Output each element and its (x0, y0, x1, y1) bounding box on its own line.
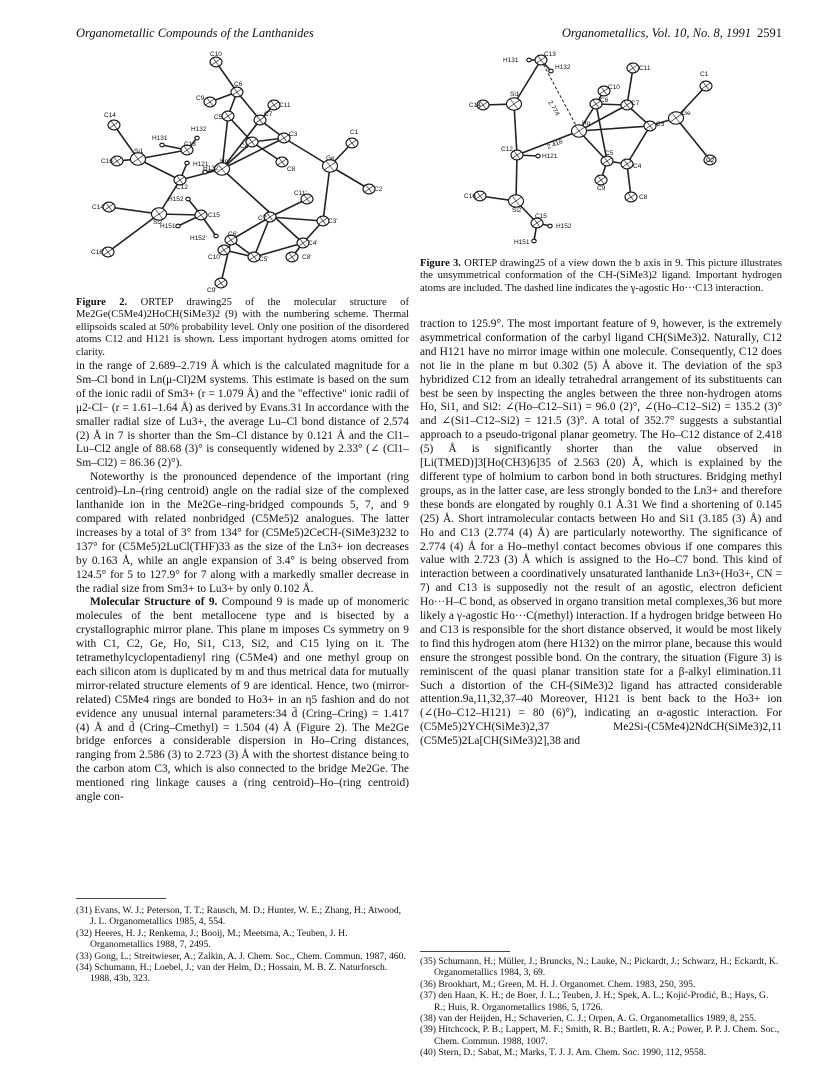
atom-label: Si1 (510, 91, 520, 98)
figure-2-ortep-drawing (70, 50, 410, 295)
atom-ellipsoid (548, 224, 552, 228)
bond-line (516, 155, 517, 201)
atom-label: C8' (302, 254, 312, 261)
left-column-body (76, 360, 409, 805)
section-title: Molecular Structure of 9. (90, 596, 218, 609)
atom-label: H151 (514, 239, 530, 246)
atom-label: C1 (350, 129, 359, 136)
footnote-rule-right (420, 951, 510, 952)
atom-label: C10' (208, 254, 222, 261)
bond-line (323, 166, 330, 221)
atom-label: C10 (608, 84, 620, 91)
atom-label: C5 (605, 150, 614, 157)
atom-label: C3' (328, 218, 338, 225)
reference-item: (40) Stern, D.; Sabat, M.; Marks, T. J. J. Am. Chem. Soc. 1990, 112, 9558. (420, 1047, 707, 1059)
bond-line (108, 214, 159, 252)
atom-label: Ho (582, 120, 591, 127)
atom-ellipsoid (214, 234, 218, 238)
atom-ellipsoid (195, 136, 199, 140)
atom-label: Si2 (153, 219, 163, 226)
atom-label: C8 (639, 194, 648, 201)
atom-label: C6 (234, 81, 243, 88)
reference-item: (38) van der Heijden, H.; Schaverien, C. J.; Orpen, A. G. Organometallics 1989, 8, 255. (420, 1013, 757, 1025)
atom-label: C13 (544, 51, 556, 58)
atom-label: H131 (152, 135, 168, 142)
atom-label: C14 (104, 112, 116, 119)
atom-label: C12 (501, 146, 513, 153)
atom-label: Si1 (134, 148, 144, 155)
right-column-body (420, 318, 782, 749)
paragraph: in the range of 2.689–2.719 Å which is the calculated magnitude for a Sm–Cl bond in Ln(μ-Cl)2M systems. This estimate is based on the sum of the ionic radii of Sm3+ (r = 1.079 Å) and the "effective" ionic radii of μ2-Cl− (r = 1.61–1.64 Å) as derived by Evans.31 In accordance with the smaller radial size of Lu3+, the average Lu–Cl bond distance of 2.574 (2) Å in 7 is shorter than the Sm–Cl distance by 0.121 Å and the Cl1–Lu–Cl2 angle of 88.68 (3)° is consequently widened by 2.33° (∠ (Cl1–Sm–Cl2) = 86.36 (2)°). (76, 360, 409, 470)
atom-ellipsoid (536, 154, 540, 158)
atom-label: C14' (92, 204, 106, 211)
atom-label: Ge (326, 155, 335, 162)
atom-label: Ho (220, 158, 229, 165)
atom-ellipsoid (185, 161, 189, 165)
paragraph-text: Compound 9 is made up of monomeric molecules of the bent metallocene type and is bisected by a crystallographic mirror plane. This plane m imposes Cs symmetry on 9 with C1, C2, Ge, Ho, Si1, C13, Si2, and C15 lying on it. The tetramethylcyclopentadienyl ring (C5Me4) and one methyl group on each silicon atom is duplicated by m and thus metrical data for mutually mirror-related structure elements of 9 are identical. Hence, two (mirror-related) C5Me4 rings are bonded to Ho3+ in an η5 fashion and do not evidence any unusual internal parameters:34 d̄ (Cring–Cring) = 1.417 (4) Å and d̄ (Cring–Cmethyl) = 1.504 (4) Å (Figure 2). The Me2Ge bridge enforces a considerable dispersion in Ho–Cring distances, ranging from 2.586 (3) to 2.723 (3) Å with the shortest distance being to the carbon atom C3, which is also connected to the bridge Me2Ge. The mentioned ring linkage causes a (ring centroid)–Ho–(ring centroid) angle con- (76, 596, 409, 804)
atom-label: C3 (656, 121, 665, 128)
atom-label: C16 (464, 193, 476, 200)
reference-item: (31) Evans, W. J.; Peterson, T. T.; Rausch, M. D.; Hunter, W. E.; Zhang, H.; Atwood, J. L. Organometallics 1985, 4, 554. (76, 905, 402, 928)
atom-label: H121 (193, 161, 209, 168)
journal-citation: Organometallics, Vol. 10, No. 8, 1991 (561, 26, 751, 40)
atom-ellipsoid (527, 58, 531, 62)
atom-label: C15 (535, 213, 547, 220)
bond-line (514, 104, 517, 155)
bond-line (676, 118, 710, 160)
atom-label: C12 (176, 184, 188, 191)
atom-label: H132' (203, 165, 220, 172)
atom-ellipsoid (176, 224, 180, 228)
reference-item: (39) Hitchcock, P. B.; Lappert, M. F.; Smith, R. B.; Bartlett, R. A.; Power, P. P. J. Chem. Soc., Chem. Commun. 1988, 1007. (420, 1024, 780, 1047)
distance-label: 2.774 (546, 99, 561, 118)
footnote-rule-left (76, 898, 166, 899)
atom-label: C7 (264, 111, 273, 118)
atom-ellipsoid (160, 143, 164, 147)
distance-label: 2.418 (546, 138, 564, 151)
paragraph: traction to 125.9°. The most important feature of 9, however, is the extremely asymmetrical conformation of the carbyl ligand CH(SiMe3)2. Naturally, C12 and H121 have no mirror image within one molecule. Consequently, C12 does not lie in the plane m but 0.302 (5) Å above it. The deviation of the sp3 hybridized C12 from an ideally tetrahedral arrangement of its substituents can best be seen by inspecting the angles between the three non-hydrogen atoms Ho, Si1, and Si2: ∠(Ho–C12–Si1) = 96.0 (2)°, ∠(Ho–C12–Si2) = 135.2 (3)° and ∠(Si1–C12–Si2) = 121.5 (3)°. A total of 352.7° suggests a substantial approach to a pseudo-trigonal planar geometry. The Ho–C12 distance of 2.418 (5) Å is significantly shorter than the value observed in [Li(TMED)]3[Ho(CH3)6]35 of 2.563 (20) Å, which is explained by the different type of holmium to carbon bond in both structures. Bridging methyl groups, as in the latter case, are less strongly bonded to the Ln3+ and therefore these bonds are elongated by roughly 0.1 Å.31 We find a shortening of 0.145 (25) Å. Short intramolecular contacts between Ho and Si1 (3.185 (3) Å) and Ho and C13 (2.774 (4) Å) are particularly noteworthy. The significance of 2.774 (4) Å for a Ho–methyl contact becomes obvious if one compares this value with 2.723 (3) Å which is assigned to the Ho–C7 bond. This kind of interaction between a coordinatively unsaturated lanthanide Ln3+(Ho3+, CN = 7) and C13 is supposedly not the result of an agostic, electron deficient Ho···H–C bond, as observed in organo transition metal complexes,36 but more likely a γ-agostic Ho···C(methyl) interaction. If a hydrogen bridge between Ho and C13 is responsible for the short distance observed, it would be most likely to find this hydrogen atom (here H132) on the mirror plane, because this would ensure the strongest possible bond. On the contrary, the situation (Figure 3) is reminiscent of the quasi planar transition state for a β-alkyl elimination.11 Such a distortion of the CH-(SiMe3)2 ligand has attracted considerable attention.9a,11,32,37–40 Moreover, H121 is bent back to the Ho3+ ion (∠(Ho–C12–H121) = 80 (6)°), indicating an α-agostic interaction. For (C5Me5)2YCH(SiMe3)2,37 Me2Si-(C5Me4)2NdCH(SiMe3)2,11 (C5Me5)2La[CH(SiMe3)2],38 and (420, 318, 782, 748)
atom-label: H152 (168, 196, 184, 203)
atom-label: C9 (196, 95, 205, 102)
atom-label: H152' (190, 235, 207, 242)
atom-label: C11' (294, 190, 307, 197)
atom-label: C9' (207, 287, 217, 294)
atom-label: C8 (287, 166, 296, 173)
atom-label: C4' (308, 240, 318, 247)
atom-label: C6 (600, 97, 609, 104)
reference-item: (33) Gong, L.; Streitwieser, A.; Zalkin, A. J. Chem. Soc., Chem. Commun. 1987, 460. (76, 950, 406, 962)
atom-label: H151 (160, 223, 176, 230)
atom-ellipsoid (549, 69, 553, 73)
figure-3-caption-text: ORTEP drawing25 of a view down the b axis in 9. This picture illustrates the unsymmetrical conformation of the CH-(SiMe3)2 ligand. Important hydrogen atoms are included. The dashed line indicates the γ-agostic Ho···C13 interaction. (420, 258, 782, 294)
atom-label: C14 (469, 102, 481, 109)
reference-item: (35) Schumann, H.; Müller, J.; Bruncks, N.; Lauke, N.; Pickardt, J.; Schwarz, H.; Eckardt, K. Organometallics 1984, 3, 69. (420, 956, 779, 979)
paragraph (76, 596, 409, 805)
atom-label: C9 (597, 185, 606, 192)
atom-label: C2 (374, 186, 383, 193)
atom-label: C11 (639, 65, 651, 72)
figure-2-label: Figure 2. (76, 297, 128, 308)
atom-label: C16 (101, 158, 113, 165)
atom-ellipsoid (532, 239, 536, 243)
atom-label: H132 (555, 64, 571, 71)
atom-label: C5' (259, 256, 269, 263)
bond-line (254, 217, 270, 257)
reference-item: (37) den Haan, K. H.; de Boer, J. L.; Teuben, J. H.; Spek, A. L.; Kojić-Prodić, B.; Hays, G. R.; Huis, R. Organometallics 1986, 5, 1726. (420, 990, 769, 1013)
atom-label: C3 (289, 131, 298, 138)
reference-item: (32) Heeres, H. J.; Renkema, J.; Booij, M.; Meetsma, A.; Teuben, J. H. Organometallics 1988, 7, 2495. (76, 927, 348, 951)
atom-label: C4 (240, 143, 249, 150)
figure-2-caption-text: ORTEP drawing25 of the molecular structure of Me2Ge(C5Me4)2HoCH(SiMe3)2 (9) with the numbering scheme. Thermal ellipsoids scaled at 50% probability level. Only one position of the disordered atoms C12 and H121 is shown. Less important hydrogen atoms omitted for clarity. (76, 297, 409, 358)
figure-2-caption (76, 297, 409, 359)
atom-label: H152 (556, 223, 572, 230)
figure-3-label: Figure 3. (420, 258, 461, 269)
atom-label: C2 (706, 157, 715, 164)
atom-label: C7 (631, 100, 640, 107)
paragraph: Noteworthy is the pronounced dependence of the important (ring centroid)–Ln–(ring centroid) angle on the radial size of the complexed lanthanide ion in the Me2Ge–ring-bridged compounds 5, 7, and 9 compared with related nonbridged (C5Me5)2 analogues. The latter increases by a total of 3° from 134° for (C5Me5)2CeCH-(SiMe3)232 to 137° for (C5Me5)2LuCl(THF)33 as the size of the Ln3+ ion decreases by 0.163 Å, while an angle expansion of 3.4° is being observed from 124.5° for 5 to 127.9° for 7 along with a markedly smaller decrease in the radial size from Sm3+ to Lu3+ by only 0.102 Å. (76, 471, 409, 595)
bond-line (627, 126, 650, 164)
running-header-title: Organometallic Compounds of the Lanthanides (76, 26, 314, 40)
atom-label: C13 (184, 141, 196, 148)
references-right (420, 956, 782, 1059)
atom-label: H121 (542, 153, 558, 160)
atom-label: C7' (258, 215, 268, 222)
atom-label: Ge (682, 110, 691, 117)
figure-3-caption (420, 258, 782, 295)
atom-label: H131 (503, 57, 519, 64)
atom-label: C16' (91, 249, 105, 256)
reference-item: (34) Schumann, H.; Loebel, J.; van der Helm, D.; Hossain, M. B. Z. Naturforsch. 1988, 43b, 323. (76, 962, 388, 985)
bond-line (284, 138, 330, 166)
atom-label: C11 (279, 102, 291, 109)
reference-item: (36) Brookhart, M.; Green, M. H. J. Organomet. Chem. 1983, 250, 395. (420, 978, 696, 990)
atom-label: C6' (228, 231, 238, 238)
atom-label: C4 (633, 163, 642, 170)
atom-label: H132 (191, 126, 207, 133)
atom-label: C1 (700, 71, 709, 78)
bond-line (579, 105, 627, 131)
atom-ellipsoid (186, 197, 190, 201)
atom-label: C5 (214, 114, 223, 121)
page-number: 2591 (757, 26, 782, 40)
references-left (76, 905, 409, 985)
atom-label: Si2 (512, 207, 522, 214)
running-header-journal (562, 26, 782, 41)
atom-label: C10 (210, 51, 222, 58)
figure-3-ortep-drawing (458, 46, 748, 256)
atom-label: C15 (208, 212, 220, 219)
